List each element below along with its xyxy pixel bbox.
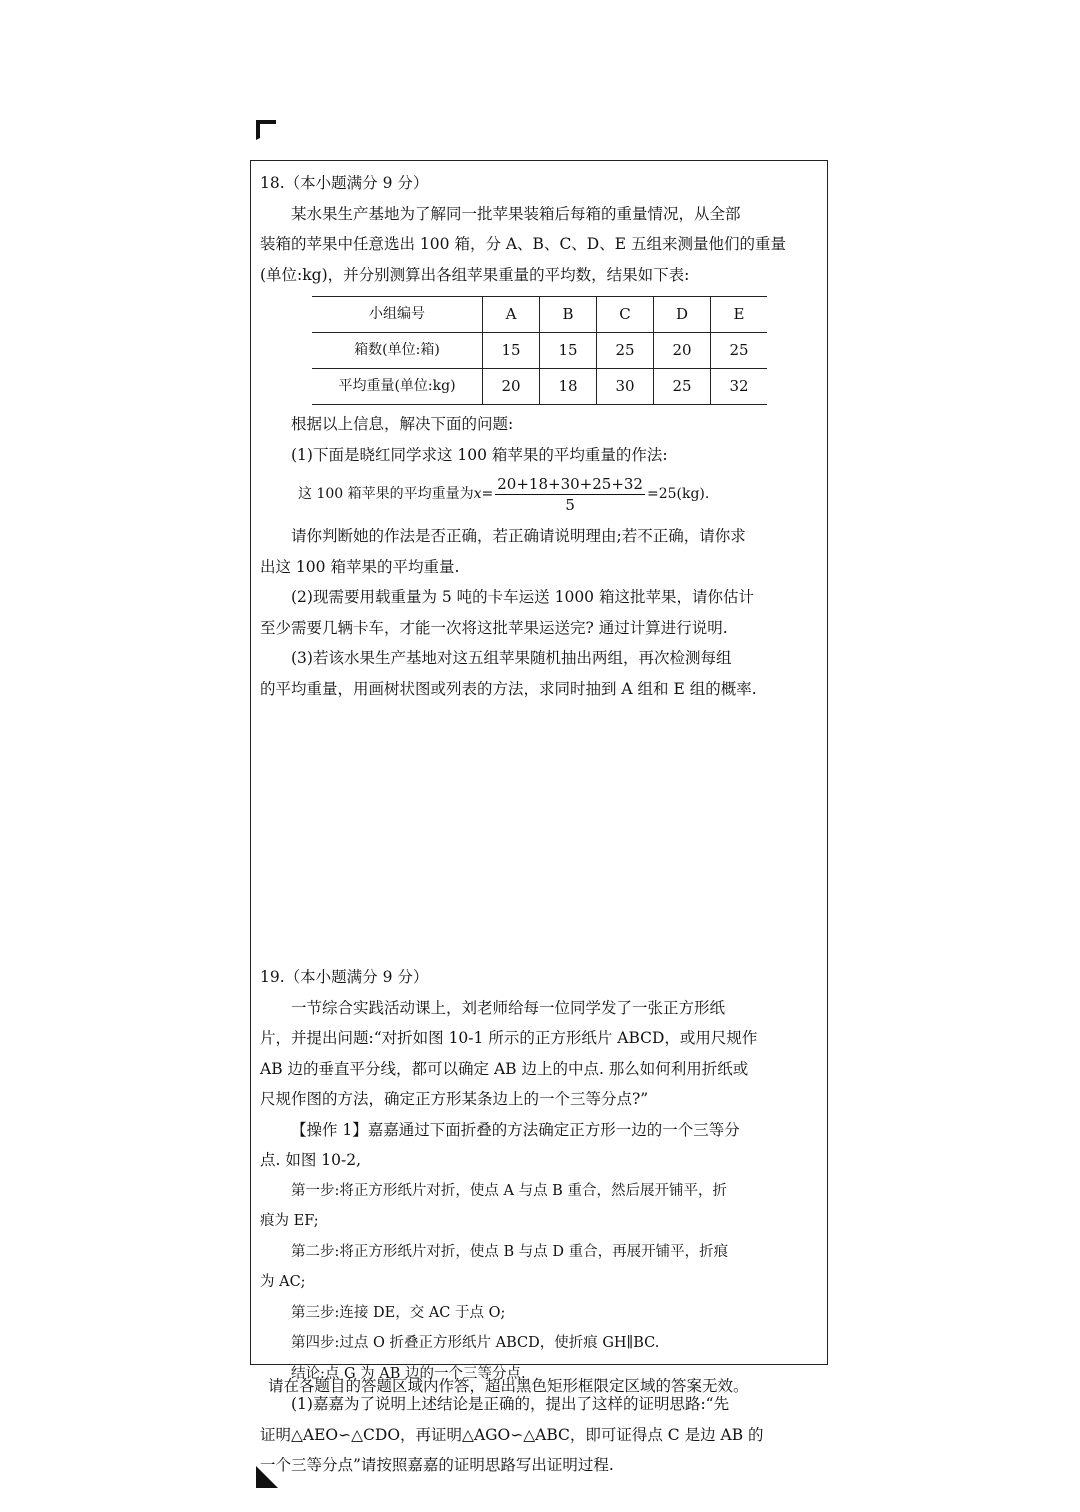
formula-equals: = xyxy=(481,486,494,503)
q19-heading: 19.（本小题满分 9 分） xyxy=(260,968,429,986)
q19-operation1-line-2: 点. 如图 10-2, xyxy=(260,1151,362,1169)
table-cell: 30 xyxy=(597,369,654,405)
formula-numerator: 20+18+30+25+32 xyxy=(497,475,643,493)
table-cell: 15 xyxy=(483,333,540,369)
table-cell: 20 xyxy=(483,369,540,405)
q19-intro-line-3: AB 边的垂直平分线，都可以确定 AB 边上的中点. 那么如何利用折纸或 xyxy=(260,1059,749,1078)
answer-space xyxy=(260,704,818,962)
q18-part1-intro: (1)下面是晓红同学求这 100 箱苹果的平均重量的作法: xyxy=(291,445,668,464)
table-cell: B xyxy=(540,297,597,333)
table-row xyxy=(312,369,767,405)
q19-part1-line-1: (1)嘉嘉为了说明上述结论是正确的，提出了这样的证明思路:“先 xyxy=(291,1395,730,1413)
table-row xyxy=(312,297,767,333)
table-row-label: 平均重量(单位:kg) xyxy=(312,369,483,405)
q19-part1-line-3: 一个三等分点”请按照嘉嘉的证明思路写出证明过程. xyxy=(260,1456,614,1474)
q18-data-table xyxy=(312,296,767,405)
q19-step1-line-2: 痕为 EF; xyxy=(260,1213,319,1229)
table-cell: 20 xyxy=(654,333,711,369)
q18-intro-line-1: 某水果生产基地为了解同一批苹果装箱后每箱的重量情况，从全部 xyxy=(291,204,741,223)
q19-part1-line-2: 证明△AEO∽△CDO，再证明△AGO∽△ABC，即可证得点 C 是边 AB 的 xyxy=(260,1425,764,1444)
q19-step3: 第三步:连接 DE，交 AC 于点 O; xyxy=(291,1304,506,1321)
table-row xyxy=(312,333,767,369)
q19-step4: 第四步:过点 O 折叠正方形纸片 ABCD，使折痕 GH∥BC. xyxy=(291,1335,660,1351)
q18-part2-line-1: (2)现需要用载重量为 5 吨的卡车运送 1000 箱这批苹果，请你估计 xyxy=(291,588,754,606)
table-cell: E xyxy=(711,297,768,333)
question-18 xyxy=(260,168,818,704)
q18-part3-line-2: 的平均重量，用画树状图或列表的方法，求同时抽到 A 组和 E 组的概率. xyxy=(260,679,757,698)
table-cell: A xyxy=(483,297,540,333)
formula-result: =25(kg). xyxy=(646,486,710,503)
q18-part2-line-2: 至少需要几辆卡车，才能一次将这批苹果运送完? 通过计算进行说明. xyxy=(260,618,728,637)
q19-intro-line-4: 尺规作图的方法，确定正方形某条边上的一个三等分点?” xyxy=(260,1090,649,1108)
table-cell: 25 xyxy=(597,333,654,369)
formula-fraction xyxy=(495,474,645,515)
registration-mark-bottom xyxy=(256,1466,278,1488)
q18-intro-line-2: 装箱的苹果中任意选出 100 箱，分 A、B、C、D、E 五组来测量他们的重量 xyxy=(260,235,786,253)
q19-step2-line-1: 第二步:将正方形纸片对折，使点 B 与点 D 重合，再展开铺平，折痕 xyxy=(291,1243,729,1260)
q18-mean-formula xyxy=(298,474,818,515)
table-cell: 25 xyxy=(654,369,711,405)
formula-denominator: 5 xyxy=(565,496,575,514)
formula-prefix: 这 100 箱苹果的平均重量为 xyxy=(298,486,474,503)
q18-intro-line-3: (单位:kg)，并分别测算出各组苹果重量的平均数，结果如下表: xyxy=(260,265,690,284)
q19-operation1-line-1: 【操作 1】嘉嘉通过下面折叠的方法确定正方形一边的一个三等分 xyxy=(291,1120,740,1139)
registration-mark-top xyxy=(256,120,276,140)
formula-variable: x xyxy=(473,486,482,503)
table-cell: 18 xyxy=(540,369,597,405)
q18-part3-line-1: (3)若该水果生产基地对这五组苹果随机抽出两组，再次检测每组 xyxy=(291,649,732,667)
q18-part1-ask-line-1: 请你判断她的作法是否正确，若正确请说明理由;若不正确，请你求 xyxy=(291,527,746,545)
q19-steps xyxy=(260,1176,818,1390)
table-cell: D xyxy=(654,297,711,333)
table-cell: C xyxy=(597,297,654,333)
q19-intro-line-2: 片，并提出问题:“对折如图 10-1 所示的正方形纸片 ABCD，或用尺规作 xyxy=(260,1029,758,1047)
q18-lead: 根据以上信息，解决下面的问题: xyxy=(291,415,514,433)
table-header-label: 小组编号 xyxy=(312,297,483,333)
answer-box-content xyxy=(260,168,818,1481)
q19-intro-line-1: 一节综合实践活动课上，刘老师给每一位同学发了一张正方形纸 xyxy=(291,998,726,1017)
q19-step1-line-1: 第一步:将正方形纸片对折，使点 A 与点 B 重合，然后展开铺平，折 xyxy=(291,1182,727,1199)
table-row-label: 箱数(单位:箱) xyxy=(312,333,483,369)
answer-area-notice: 请在各题目的答题区域内作答，超出黑色矩形框限定区域的答案无效。 xyxy=(268,1377,749,1395)
q19-step2-line-2: 为 AC; xyxy=(260,1274,306,1290)
table-cell: 25 xyxy=(711,333,768,369)
q19-conclusion: 结论:点 G 为 AB 边的一个三等分点. xyxy=(291,1365,526,1382)
question-19 xyxy=(260,962,818,1481)
q18-part1-ask-line-2: 出这 100 箱苹果的平均重量. xyxy=(260,557,460,576)
q18-heading: 18.（本小题满分 9 分） xyxy=(260,174,429,192)
table-cell: 32 xyxy=(711,369,768,405)
table-cell: 15 xyxy=(540,333,597,369)
